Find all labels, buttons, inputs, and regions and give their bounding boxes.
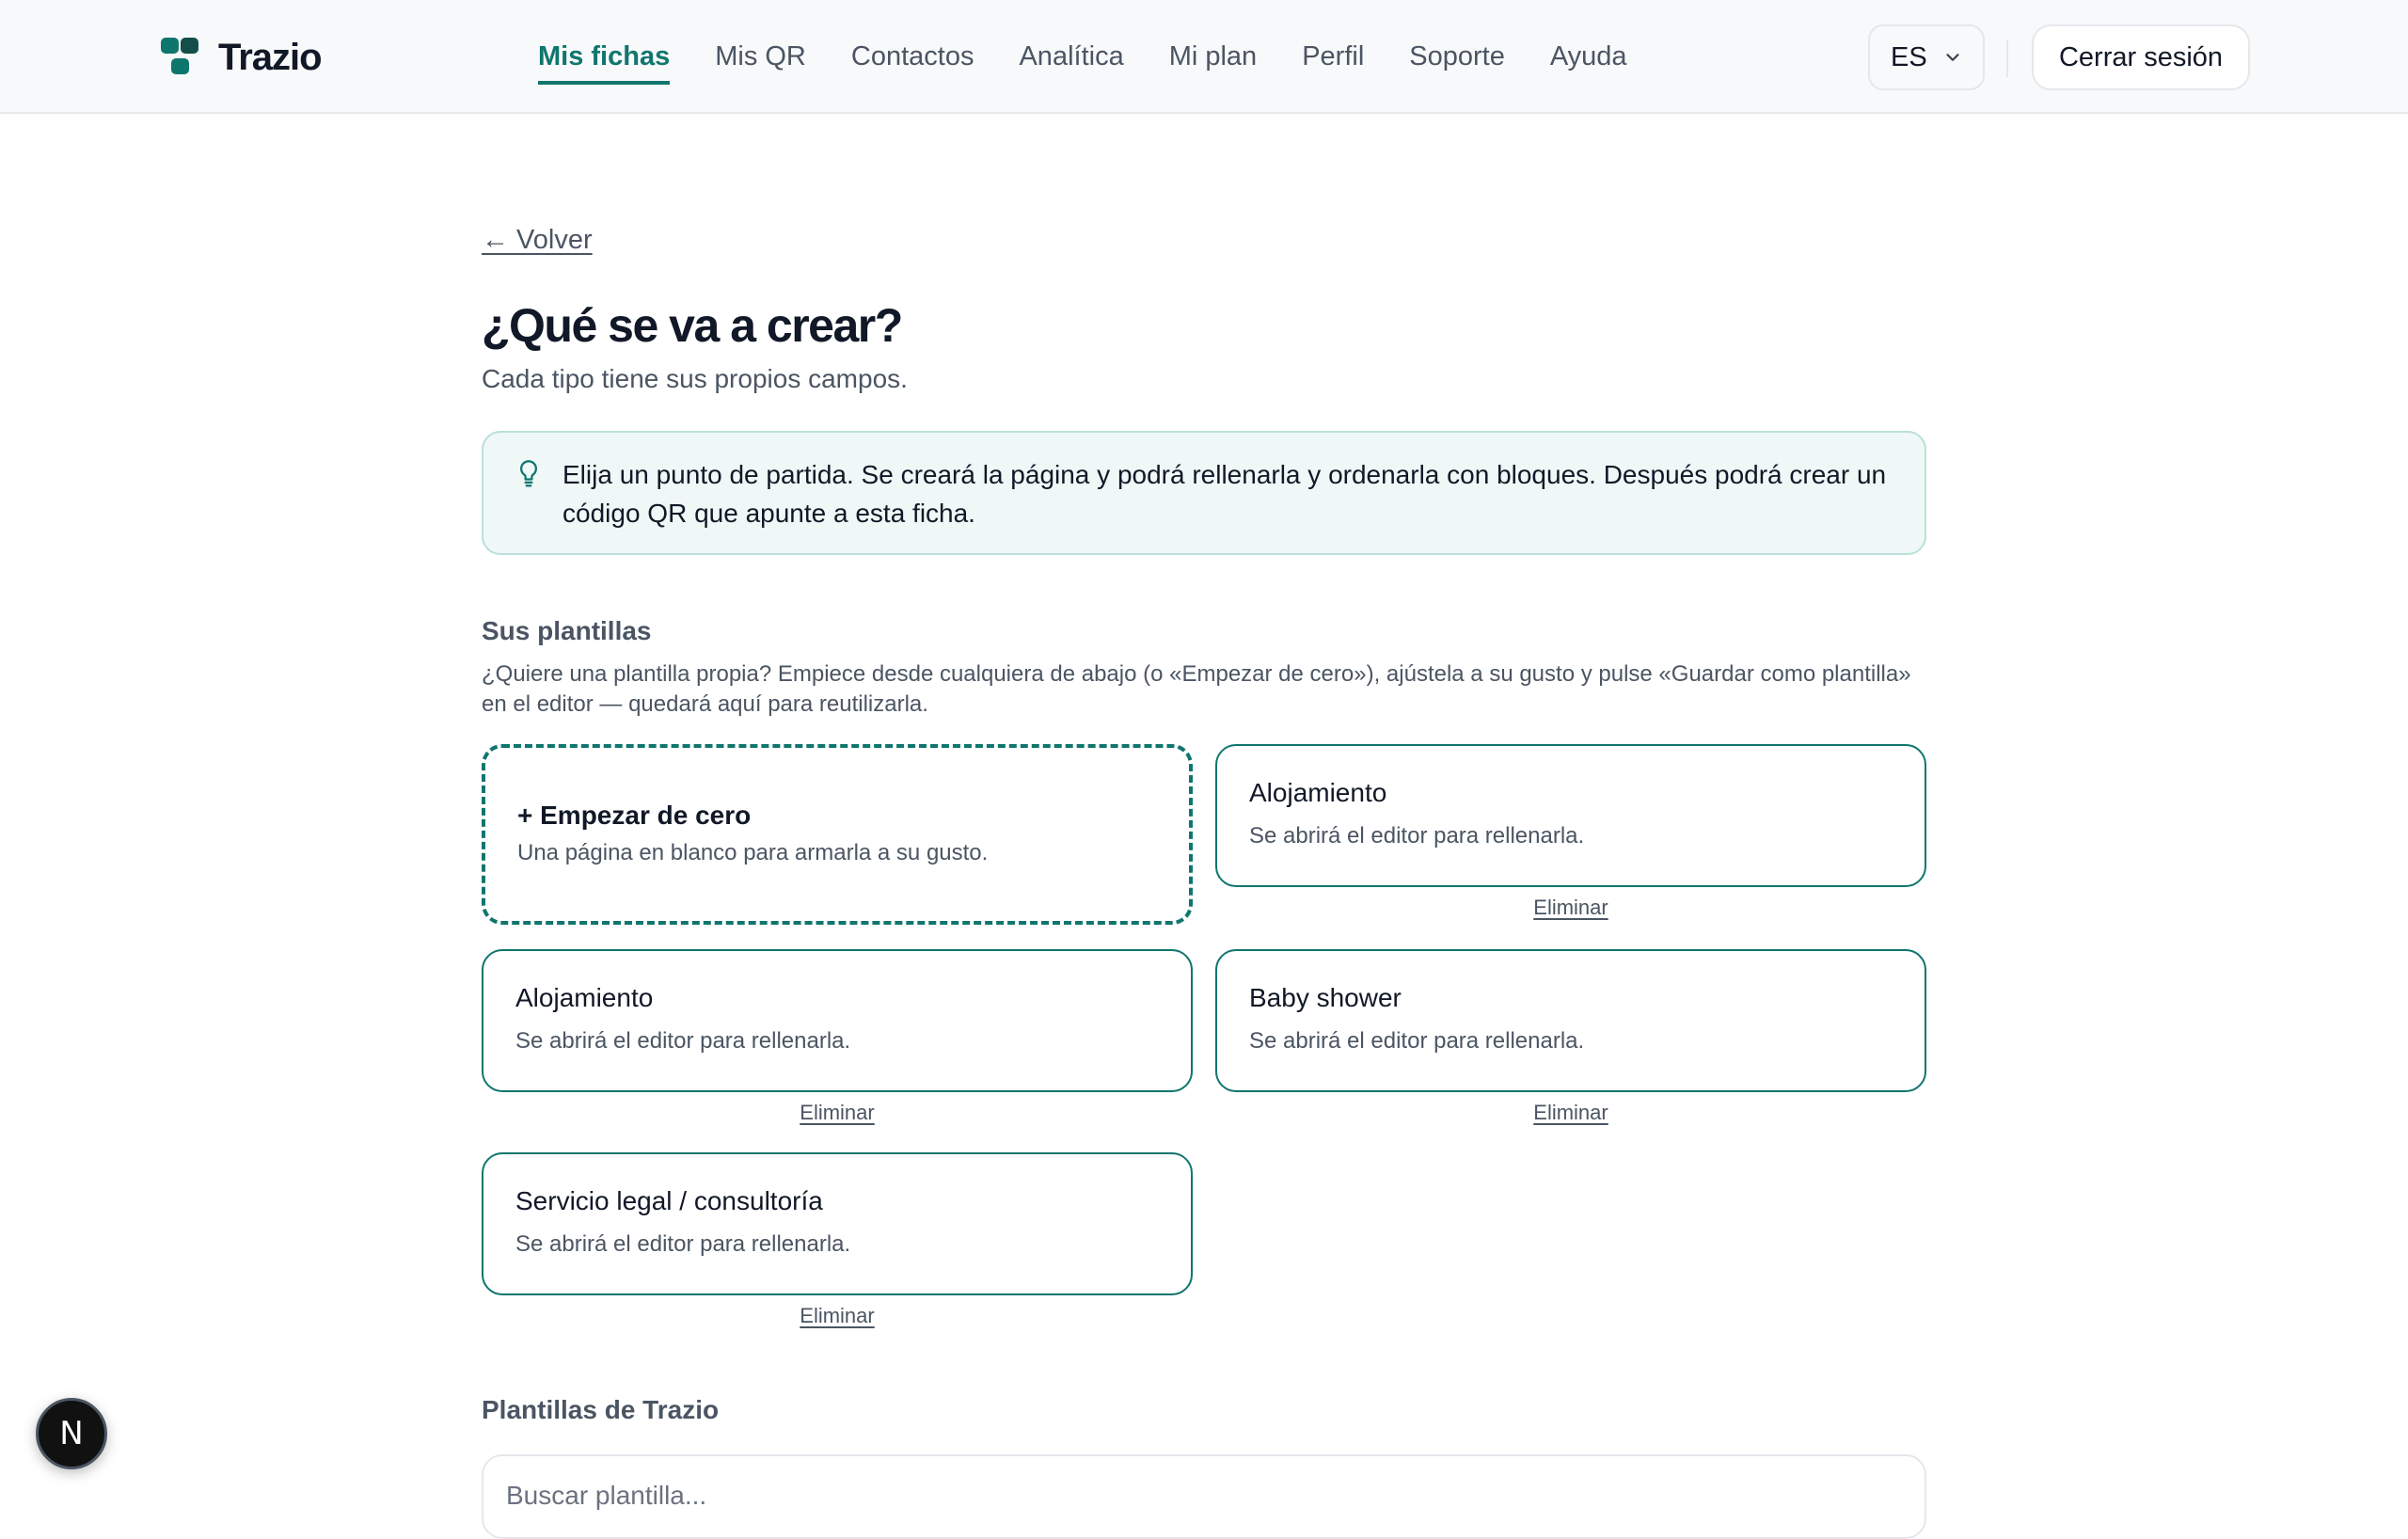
card-title: Servicio legal / consultoría (515, 1186, 823, 1215)
tip-text: Elija un punto de partida. Se creará la página y podrá rellenarla y ordenarla con bloques. Después podrá crear un código QR que apunte a esta ficha. (562, 460, 1887, 528)
nav-item-mi-plan[interactable]: Mi plan (1168, 41, 1258, 71)
card-title: Alojamiento (515, 983, 654, 1012)
card-description: Se abrirá el editor para rellenarla. (1249, 1028, 1585, 1054)
nav-item-soporte[interactable]: Soporte (1409, 41, 1505, 71)
delete-template-link[interactable]: Eliminar (800, 1304, 875, 1327)
page-title: ¿Qué se va a crear? (482, 299, 902, 352)
nav-item-ayuda[interactable]: Ayuda (1549, 41, 1627, 71)
trazio-logo-icon (160, 38, 201, 77)
nav-item-analitica[interactable]: Analítica (1019, 41, 1124, 71)
template-card[interactable] (482, 949, 1193, 1092)
delete-template-link[interactable]: Eliminar (1533, 1101, 1608, 1124)
template-card[interactable] (482, 1152, 1193, 1295)
lightbulb-icon (515, 459, 542, 491)
nav-item-contactos[interactable]: Contactos (850, 41, 974, 71)
card-title: Baby shower (1249, 983, 1402, 1012)
delete-template-link[interactable]: Eliminar (800, 1101, 875, 1124)
card-description: Se abrirá el editor para rellenarla. (515, 1028, 851, 1054)
card-description: Una página en blanco para armarla a su gusto. (517, 840, 989, 865)
nav-divider (2006, 40, 2008, 77)
card-title: + Empezar de cero (517, 801, 752, 830)
main-nav (538, 36, 1672, 85)
page-subtitle: Cada tipo tiene sus propios campos. (482, 364, 908, 393)
dev-badge-label: N (59, 1415, 84, 1452)
delete-template-link[interactable]: Eliminar (1533, 896, 1608, 919)
template-card[interactable] (1215, 949, 1926, 1092)
template-search-input[interactable] (482, 1454, 1926, 1539)
own-templates-description: ¿Quiere una plantilla propia? Empiece desde cualquiera de abajo (o «Empezar de cero»), ajústela a su gusto y pulse «Guardar como plantilla» en el editor — quedará aquí para reutilizarla. (482, 661, 1911, 717)
language-label: ES (1891, 41, 1927, 72)
brand-logo[interactable] (160, 36, 322, 79)
language-selector[interactable] (1868, 24, 1985, 90)
back-link[interactable]: ← Volver (482, 225, 593, 255)
top-navigation-bar (0, 0, 2408, 114)
card-description: Se abrirá el editor para rellenarla. (1249, 823, 1585, 849)
template-card[interactable] (1215, 744, 1926, 887)
section-title-own-templates: Sus plantillas (482, 616, 652, 645)
nav-item-mis-fichas[interactable]: Mis fichas (538, 36, 670, 85)
logout-button[interactable]: Cerrar sesión (2032, 24, 2250, 90)
brand-name: Trazio (218, 36, 322, 78)
start-from-scratch-card[interactable] (482, 744, 1193, 925)
info-tip-box (482, 431, 1926, 555)
chevron-down-icon (1942, 47, 1963, 68)
nav-item-perfil[interactable]: Perfil (1302, 41, 1365, 71)
nav-item-mis-qr[interactable]: Mis QR (715, 41, 806, 71)
card-title: Alojamiento (1249, 778, 1387, 807)
card-description: Se abrirá el editor para rellenarla. (515, 1231, 851, 1257)
section-title-trazio-templates: Plantillas de Trazio (482, 1395, 720, 1424)
search-placeholder: Buscar plantilla... (506, 1481, 707, 1510)
dev-tools-badge[interactable] (36, 1398, 107, 1469)
